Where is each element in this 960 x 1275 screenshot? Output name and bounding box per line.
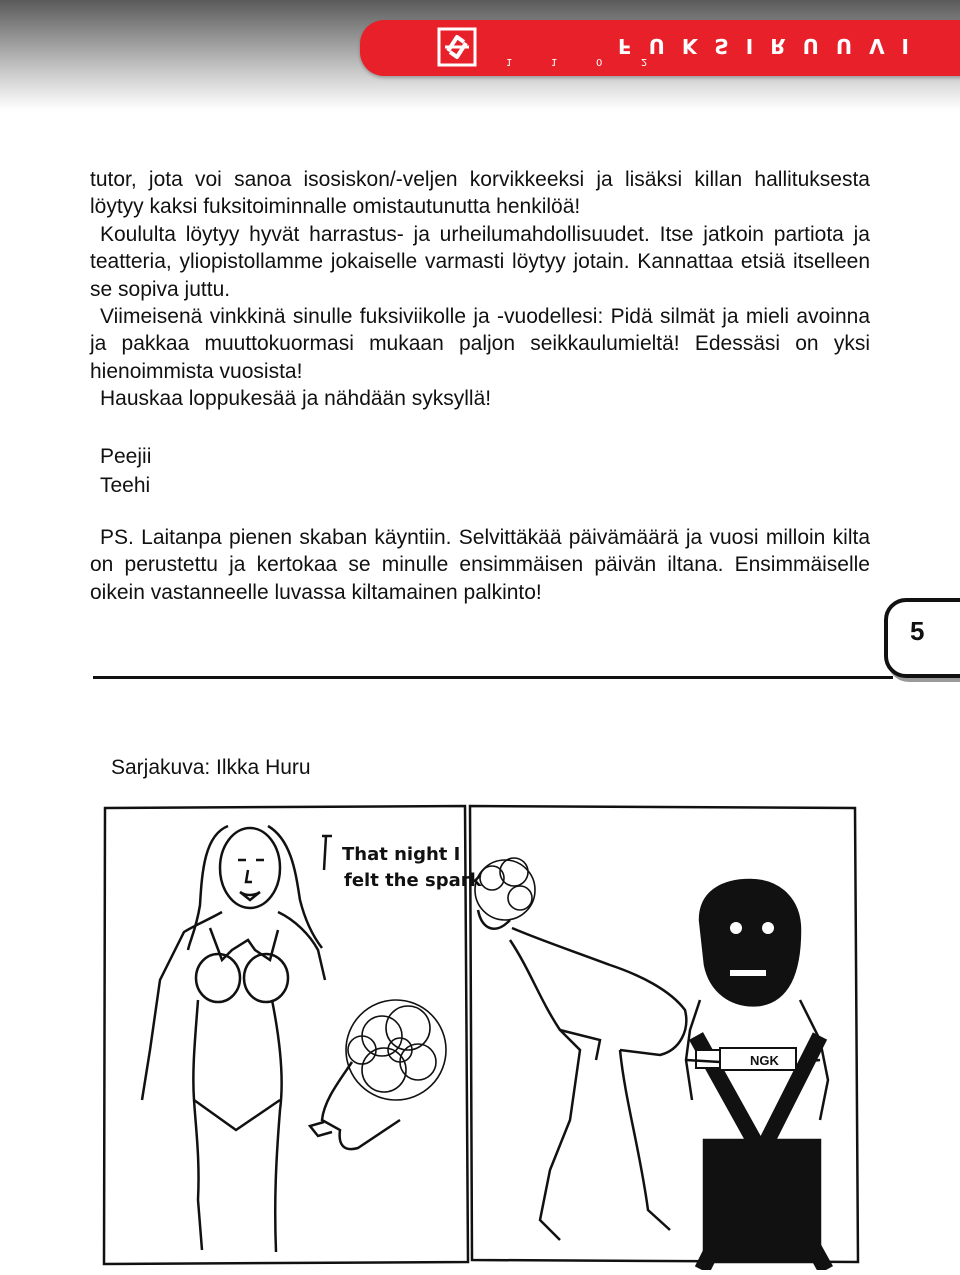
year-digit: 0: [596, 56, 603, 67]
spark-plug: [696, 1048, 796, 1070]
comic-panel-left: [104, 806, 483, 1264]
page-number: 5: [910, 616, 925, 646]
signature-line: Peejii: [100, 445, 152, 468]
postscript: [90, 524, 870, 606]
year-digit: 2: [641, 56, 648, 67]
comic-caption: Sarjakuva: Ilkka Huru: [111, 756, 311, 779]
magazine-year: [506, 56, 686, 67]
signature: [100, 442, 151, 500]
spark-plug-label: NGK: [750, 1053, 779, 1068]
article-paragraph: Hauskaa loppukesää ja nähdään syksyllä!: [100, 387, 492, 411]
comic-panel-right: [470, 806, 858, 1270]
section-divider: [93, 676, 893, 679]
comic-strip: [100, 800, 860, 1270]
postscript-text: PS. Laitanpa pienen skaban käyntiin. Selvittäkää päivämäärä ja vuosi milloin kilta on perustettu ja kertokaa se minulle ensimmäisen päivän iltana. Ensimmäiselle oikein vastanneelle luvassa kiltamainen palkinto!: [90, 526, 870, 604]
year-digit: 1: [551, 56, 558, 67]
speech-text: That night I: [342, 844, 461, 865]
article-paragraph: tutor, jota voi sanoa isosiskon/-veljen korvikkeeksi ja lisäksi killan hallituksesta löytyy kaksi fuksitoiminnalle omistautunutta henkilöä!: [90, 168, 870, 219]
signature-line: Teehi: [100, 474, 151, 497]
article-body: [90, 166, 870, 413]
article-paragraph: Viimeisenä vinkkinä sinulle fuksiviikolle ja -vuodellesi: Pidä silmät ja mieli avoinna ja pakkaa muuttokuormasi mukaan paljon seikkaulumieltä! Edessäsi on yksi hienoimmista vuosista!: [90, 305, 870, 383]
page-number-tab: [884, 598, 960, 678]
magazine-title: FUKSIRUUVI: [617, 34, 926, 58]
year-digit: 1: [506, 56, 513, 67]
magazine-banner: [360, 20, 960, 76]
speech-text: felt the spark: [344, 870, 482, 891]
guild-logo: [436, 26, 478, 68]
article-paragraph: Koululta löytyy hyvät harrastus- ja urheilumahdollisuudet. Itse jatkoin partiota ja teatteria, yliopistollamme jokaiselle varmasti löytyy jotain. Kannattaa etsiä itselleen se sopiva juttu.: [90, 222, 870, 301]
